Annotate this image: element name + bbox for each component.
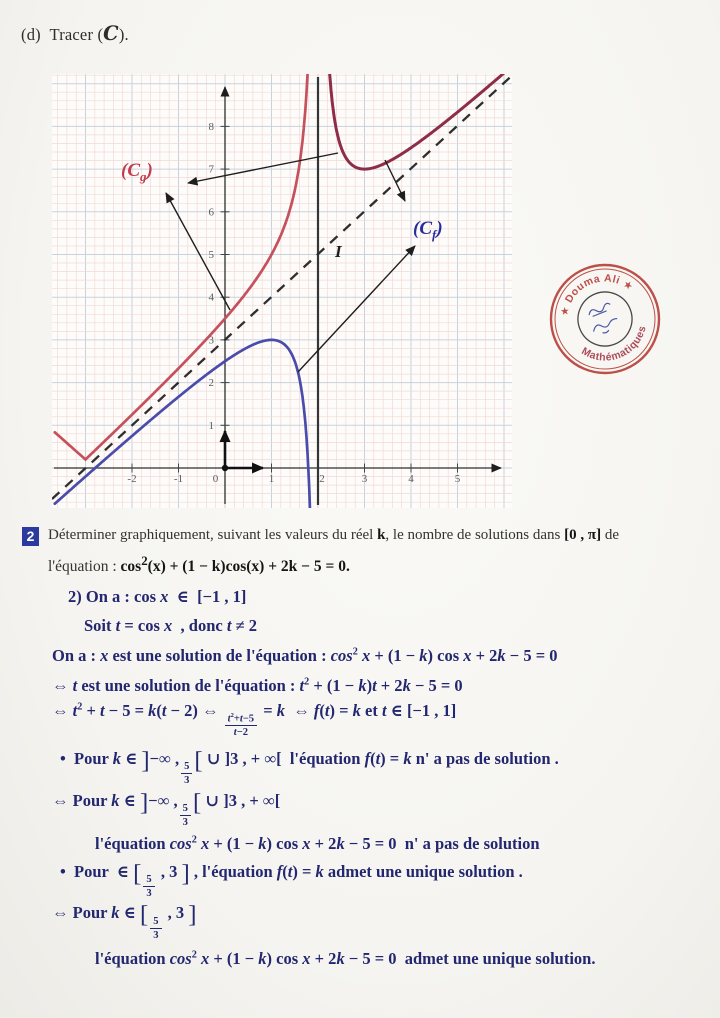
curve-label-cf: $(C_f)$ bbox=[413, 218, 443, 242]
origin-dot bbox=[222, 465, 228, 471]
x-tick-label: -2 bbox=[127, 473, 137, 485]
solution-line: • Pour ∈ [ $\frac{5}{3}$ , 3 ] , l'équation f(t) = k admet une unique solution . bbox=[60, 859, 523, 900]
x-tick-label: 5 bbox=[454, 473, 461, 485]
solution-line: l'équation $\cos^2 x + (1 - k)$ cos x + 2k − 5 = 0 admet une unique solution. bbox=[95, 948, 596, 968]
solution-line: On a : x est une solution de l'équation : $\cos^2 x + (1 - k)$ cos x + 2k − 5 = 0 bbox=[52, 645, 558, 665]
y-tick-label: 2 bbox=[208, 377, 214, 390]
x-tick-label: 0 bbox=[212, 473, 219, 485]
y-tick-label: 7 bbox=[208, 163, 214, 176]
stamp-name-text: ★ Douma Ali ★ bbox=[558, 272, 636, 318]
y-tick-label: 8 bbox=[208, 120, 214, 133]
stamp-arabic-script bbox=[586, 302, 620, 337]
solution-line: ⇔ Pour k ∈ ]−∞ , $\frac{5}{3}$ [ ∪ ]3 , + ∞[ bbox=[52, 788, 281, 829]
problem-statement bbox=[22, 527, 700, 576]
graph-figure bbox=[52, 74, 512, 508]
y-tick-label: 4 bbox=[208, 291, 214, 304]
solution-line: ⇔ Pour k ∈ [ $\frac{5}{3}$ , 3 ] bbox=[52, 901, 197, 941]
point-label-I: I bbox=[335, 242, 342, 261]
solution-line: Soit t = cos x , donc t ≠ 2 bbox=[84, 616, 257, 636]
graph-plot bbox=[52, 74, 512, 508]
y-tick-label: 5 bbox=[208, 249, 214, 261]
y-tick-label: 6 bbox=[208, 206, 214, 219]
solution-line: l'équation $\cos^2 x + (1 - k)$ cos x + 2k − 5 = 0 n' a pas de solution bbox=[95, 833, 540, 853]
script-C: C bbox=[103, 22, 119, 45]
page-title: (d) Tracer (C). bbox=[21, 22, 129, 45]
curve-label-cg: $(C_g)$ bbox=[121, 160, 153, 184]
solution-line: • Pour k ∈ ]−∞ , $\frac{5}{3}$ [ ∪ ]3 , + ∞[ l'équation f(t) = k n' a pas de solution . bbox=[60, 746, 559, 786]
y-tick-label: 3 bbox=[208, 334, 214, 347]
x-tick-label: 1 bbox=[268, 473, 275, 485]
x-tick-label: 4 bbox=[408, 473, 414, 485]
x-tick-label: 3 bbox=[361, 473, 368, 485]
stamp-subject-text: Mathématiques bbox=[579, 324, 649, 364]
y-tick-label: 1 bbox=[208, 419, 214, 432]
problem-text-line2: l'équation : $\cos^2(x) + (1 - k)\cos(x) + 2k - 5 = 0$. bbox=[48, 553, 350, 576]
solution-line: ⇔ $t^2 + t - 5 = k(t - 2)$ ⇔ $\frac{t^2+t-5}{t-2}$ = k ⇔ f(t) = k et t ∈ [−1 , 1] bbox=[52, 701, 457, 739]
problem-text-line1: Déterminer graphiquement, suivant les valeurs du réel k, le nombre de solutions dans [0 , π] de bbox=[48, 527, 620, 543]
solution-line: 2) On a : cos x ∈ [−1 , 1] bbox=[68, 587, 247, 606]
x-tick-label: -1 bbox=[173, 473, 184, 485]
solution-block bbox=[52, 586, 708, 970]
x-tick-label: 2 bbox=[319, 473, 325, 485]
teacher-stamp bbox=[546, 260, 664, 378]
problem-number-badge: 2 bbox=[22, 527, 39, 546]
solution-line: ⇔ t est une solution de l'équation : $t^2 + (1 - k)t + 2k - 5 = 0$ bbox=[52, 675, 463, 695]
